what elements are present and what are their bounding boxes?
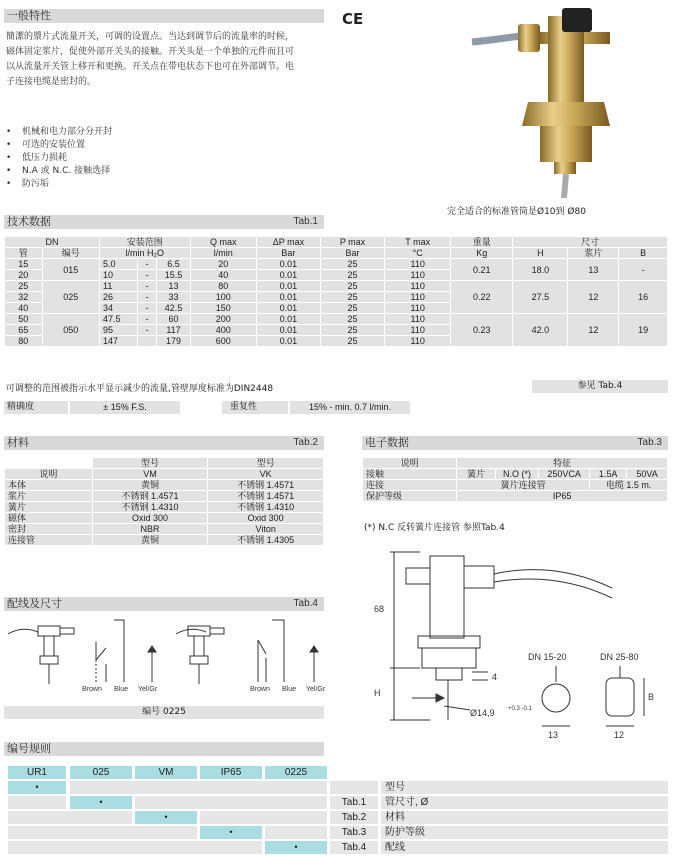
section-materials-header xyxy=(4,436,324,450)
coding-table xyxy=(8,766,668,854)
cell-paddle: 12 xyxy=(568,281,619,314)
th-qmax: Q max xyxy=(190,237,256,248)
cell-q: 200 xyxy=(190,314,256,325)
cell-kg: 0.22 xyxy=(451,281,513,314)
row-label: 材料 xyxy=(381,811,668,824)
cell-h: 27.5 xyxy=(513,281,568,314)
cell-q: 40 xyxy=(190,270,256,281)
code-header: 0225 xyxy=(265,766,327,779)
th-vk: VK xyxy=(208,469,324,480)
precision-label: 精确度 xyxy=(4,401,68,414)
cell-dp: 0.01 xyxy=(256,270,320,281)
mat-vk: 不锈钢 1.4571 xyxy=(208,491,324,502)
cell-q: 100 xyxy=(190,292,256,303)
cell-dash: - xyxy=(137,325,157,336)
contact-cell: 50VA xyxy=(627,469,668,480)
section-tech-header xyxy=(4,215,324,229)
cell-rmin: 34 xyxy=(100,303,138,314)
cell-q: 80 xyxy=(190,281,256,292)
paddle-round xyxy=(542,684,570,712)
cell-pipe: 65 xyxy=(5,325,43,336)
mat-vk: Oxid 300 xyxy=(208,513,324,524)
mat-label: 磁体 xyxy=(5,513,93,524)
cell-pipe: 25 xyxy=(5,281,43,292)
cable-gland xyxy=(518,24,540,52)
code-dot: • xyxy=(70,796,132,809)
row-tab xyxy=(330,781,378,794)
section-tech-title: 技术数据 xyxy=(7,215,51,228)
cell-dp: 0.01 xyxy=(256,259,320,270)
cell-rmin: 95 xyxy=(100,325,138,336)
cell-p: 25 xyxy=(320,303,384,314)
th-range: 安装范围 xyxy=(100,237,191,248)
cell-b: - xyxy=(619,259,668,281)
paddle xyxy=(564,174,566,198)
paragraph-line: 磁体固定浆片，促使外部开关头的接触。开关头是一个单独的元件而且可 xyxy=(6,47,295,57)
dim-h: H xyxy=(374,688,381,698)
cell-rmax: 15.5 xyxy=(157,270,190,281)
cell-q: 150 xyxy=(190,303,256,314)
code-header: 025 xyxy=(70,766,132,779)
row-tab: Tab.2 xyxy=(330,811,378,824)
cell-p: 25 xyxy=(320,259,384,270)
cell-dp: 0.01 xyxy=(256,325,320,336)
see-tab4: 参见 Tab.4 xyxy=(532,380,668,393)
section-wiring-header xyxy=(4,597,324,611)
cell-p: 25 xyxy=(320,325,384,336)
nut xyxy=(40,656,58,664)
cell-code: 025 xyxy=(42,281,99,314)
cell-rmin: 47.5 xyxy=(100,314,138,325)
cell-t: 110 xyxy=(385,303,451,314)
th-p-unit: Bar xyxy=(320,248,384,259)
cell-dash xyxy=(137,336,157,347)
cell-rmax: 13 xyxy=(157,281,190,292)
cell-b: 16 xyxy=(619,281,668,314)
paddle-square xyxy=(606,678,634,716)
cell-h: 42.0 xyxy=(513,314,568,347)
cell-p: 25 xyxy=(320,314,384,325)
cell-t: 110 xyxy=(385,259,451,270)
cell-h: 18.0 xyxy=(513,259,568,281)
cell-code: 050 xyxy=(42,314,99,347)
paragraph-line: 以从流量开关管上移开和更换。开关点在带电状态下也可在外部调节。电 xyxy=(6,62,295,72)
cell-pipe: 80 xyxy=(5,336,43,347)
cell-code: 015 xyxy=(42,259,99,281)
head-body xyxy=(44,636,54,656)
cell-p: 25 xyxy=(320,281,384,292)
cell-dp: 0.01 xyxy=(256,281,320,292)
th-tmax: T max xyxy=(385,237,451,248)
contact-cell: 簧片 xyxy=(457,469,496,480)
mat-vm: 黄铜 xyxy=(92,480,208,491)
electrical-note: (*) N.C 反转簧片连接管 参照Tab.4 xyxy=(364,523,505,533)
cell-dp: 0.01 xyxy=(256,314,320,325)
code-header: IP65 xyxy=(200,766,262,779)
cell-pipe: 20 xyxy=(5,270,43,281)
row-tab: Tab.1 xyxy=(330,796,378,809)
drawing-gland xyxy=(464,566,494,588)
mat-vm: 不锈钢 1.4310 xyxy=(92,502,208,513)
tab-label: Tab.4 xyxy=(293,598,318,609)
th-h: H xyxy=(513,248,568,259)
paragraph-line: 子连接电缆是密封的。 xyxy=(6,77,97,87)
cell-t: 110 xyxy=(385,325,451,336)
code-dot: • xyxy=(8,781,66,794)
dimension-drawing xyxy=(360,548,672,740)
drawing-body xyxy=(430,556,464,638)
precision-value: ± 15% F.S. xyxy=(70,401,180,414)
th-dn: DN xyxy=(5,237,100,248)
cell-q: 20 xyxy=(190,259,256,270)
cell-t: 110 xyxy=(385,336,451,347)
cell-dash: - xyxy=(137,292,157,303)
cell-t: 110 xyxy=(385,281,451,292)
feature-item: • 机械和电力部分分开封 xyxy=(6,126,112,139)
repeat-label: 重复性 xyxy=(222,401,288,414)
connection-value: 电缆 1.5 m. xyxy=(590,480,668,491)
dn-small: DN 15-20 xyxy=(528,652,567,662)
tab-label: Tab.1 xyxy=(293,216,318,227)
cell-q: 400 xyxy=(190,325,256,336)
cell-dash: - xyxy=(137,270,157,281)
cable-line xyxy=(8,629,38,634)
ce-mark: CE xyxy=(342,10,364,28)
tab-label: Tab.3 xyxy=(637,437,662,448)
feature-item: • N.A 或 N.C. 接触选择 xyxy=(6,165,112,178)
wire-label: Yel/Gr xyxy=(306,686,326,693)
product-photo xyxy=(470,2,640,198)
dim-12: 12 xyxy=(614,730,625,740)
mat-label: 簧片 xyxy=(5,502,93,513)
mat-label: 连接管 xyxy=(5,535,93,546)
head xyxy=(38,626,60,636)
dn-large: DN 25-80 xyxy=(600,652,639,662)
th-dims: 尺寸 xyxy=(513,237,668,248)
cell-rmax: 60 xyxy=(157,314,190,325)
th-feature: 特征 xyxy=(457,458,668,469)
materials-table xyxy=(4,457,324,546)
hex-nut xyxy=(522,102,610,126)
electrical-table xyxy=(362,457,668,502)
drawing-cable xyxy=(494,570,612,588)
mat-vm: 不锈钢 1.4571 xyxy=(92,491,208,502)
drawing-arm xyxy=(406,568,430,584)
wire-label: Brown xyxy=(82,686,102,693)
dim-13: 13 xyxy=(548,730,559,740)
th-dp-unit: Bar xyxy=(256,248,320,259)
th-range-unit: l/min H₂O xyxy=(100,248,191,259)
protection-value: IP65 xyxy=(457,491,668,502)
th-desc: 说明 xyxy=(5,469,93,480)
cell-pipe: 15 xyxy=(5,259,43,270)
mat-vk: 不锈钢 1.4305 xyxy=(208,535,324,546)
paragraph-line: 簡潔的漿片式流量开关，可调的设置点。当达到调节后的流量率的时候， xyxy=(6,32,295,42)
section-general-header xyxy=(4,9,324,23)
th-pipe: 管 xyxy=(5,248,43,259)
th-dpmax: ΔP max xyxy=(256,237,320,248)
head-arm xyxy=(60,628,74,634)
th-b: B xyxy=(619,248,668,259)
cell-kg: 0.23 xyxy=(451,314,513,347)
cell-rmin: 11 xyxy=(100,281,138,292)
photo-caption: 完全适合的标准管筒是Ø10到 Ø80 xyxy=(447,207,586,217)
connection-value: 簧片连接管 xyxy=(457,480,590,491)
section-electrical-title: 电子数据 xyxy=(365,436,409,449)
cell-t: 110 xyxy=(385,292,451,303)
th-model: 型号 xyxy=(92,458,208,469)
mat-label: 浆片 xyxy=(5,491,93,502)
drawing-thread xyxy=(422,648,476,668)
wire-label: Blue xyxy=(282,686,297,693)
mat-vm: NBR xyxy=(92,524,208,535)
cell-kg: 0.21 xyxy=(451,259,513,281)
row-tab: Tab.3 xyxy=(330,826,378,839)
section-materials-title: 材料 xyxy=(7,436,29,449)
cell-pipe: 32 xyxy=(5,292,43,303)
cell-dp: 0.01 xyxy=(256,303,320,314)
mat-label: 密封 xyxy=(5,524,93,535)
dim-4: 4 xyxy=(492,672,498,682)
cell-dash: - xyxy=(137,314,157,325)
code-dot: • xyxy=(200,826,262,839)
cell-rmax: 6.5 xyxy=(157,259,190,270)
section-general-title: 一般特性 xyxy=(7,9,51,22)
cell-p: 25 xyxy=(320,336,384,347)
dim-tol: +0.3 -0.1 xyxy=(508,706,532,712)
mat-vk: Viton xyxy=(208,524,324,535)
cell-pipe: 50 xyxy=(5,314,43,325)
tech-table xyxy=(4,236,668,347)
section-electrical-header xyxy=(362,436,668,450)
cell-t: 110 xyxy=(385,314,451,325)
protection-label: 保护等级 xyxy=(363,491,457,502)
tip xyxy=(554,162,576,174)
th-pmax: P max xyxy=(320,237,384,248)
section-coding-title: 编号规则 xyxy=(7,742,51,755)
cell-dp: 0.01 xyxy=(256,336,320,347)
th-kg-unit: Kg xyxy=(451,248,513,259)
wire-label: Blue xyxy=(114,686,129,693)
th-code: 编号 xyxy=(42,248,99,259)
th-desc: 说明 xyxy=(363,458,457,469)
contact-cell: 250VCA xyxy=(539,469,590,480)
cell-pipe: 40 xyxy=(5,303,43,314)
cell-b: 19 xyxy=(619,314,668,347)
drawing-tip xyxy=(436,668,462,680)
th-paddle: 浆片 xyxy=(568,248,619,259)
cell-paddle: 12 xyxy=(568,314,619,347)
dim-68: 68 xyxy=(374,604,385,614)
th-t-unit: °C xyxy=(385,248,451,259)
wire-label: Yel/Gr xyxy=(138,686,158,693)
cell-dash: - xyxy=(137,259,157,270)
cell-rmax: 179 xyxy=(157,336,190,347)
code-header: UR1 xyxy=(8,766,66,779)
cell-q: 600 xyxy=(190,336,256,347)
dim-diam: Ø14,9 xyxy=(470,708,495,718)
feature-list xyxy=(6,126,112,191)
repeat-value: 15% - min. 0.7 l/min. xyxy=(290,401,410,414)
wire-label: Brown xyxy=(250,686,270,693)
th-weight: 重量 xyxy=(451,237,513,248)
mat-vm: 黄铜 xyxy=(92,535,208,546)
cell-rmin: 26 xyxy=(100,292,138,303)
section-wiring-title: 配线及尺寸 xyxy=(7,597,62,610)
feature-item: • 防污垢 xyxy=(6,178,112,191)
th-vm: VM xyxy=(92,469,208,480)
feature-item: • 可选的安装位置 xyxy=(6,139,112,152)
cell-t: 110 xyxy=(385,270,451,281)
contact-label: 接触 xyxy=(363,469,457,480)
cell-dash: - xyxy=(137,303,157,314)
connection-label: 连接 xyxy=(363,480,457,491)
general-paragraph xyxy=(6,30,346,90)
row-label: 配线 xyxy=(381,841,668,854)
thread xyxy=(540,126,592,162)
wiring-diagrams xyxy=(4,612,344,704)
cell-p: 25 xyxy=(320,270,384,281)
mat-vk: 不锈钢 1.4571 xyxy=(208,480,324,491)
code-dot: • xyxy=(135,811,197,824)
cell-rmax: 42.5 xyxy=(157,303,190,314)
cell-dp: 0.01 xyxy=(256,292,320,303)
contact-cell: 1.5A xyxy=(590,469,627,480)
cell-rmin: 10 xyxy=(100,270,138,281)
section-coding-header xyxy=(4,742,324,756)
code-dot: • xyxy=(265,841,327,854)
cell-paddle: 13 xyxy=(568,259,619,281)
th-model: 型号 xyxy=(208,458,324,469)
tech-note: 可调整的范围被指示水平显示减少的流量,管壁厚度标准为DIN2448 xyxy=(6,384,274,394)
dim-b: B xyxy=(648,692,655,702)
mat-vm: Oxid 300 xyxy=(92,513,208,524)
cell-rmin: 147 xyxy=(100,336,138,347)
cell-rmax: 33 xyxy=(157,292,190,303)
feature-item: • 低压力损耗 xyxy=(6,152,112,165)
code-header: VM xyxy=(135,766,197,779)
mat-vk: 不锈钢 1.4310 xyxy=(208,502,324,513)
row-label: 防护等级 xyxy=(381,826,668,839)
cell-dash: - xyxy=(137,281,157,292)
wiring-code: 编号 0225 xyxy=(4,706,324,719)
cell-p: 25 xyxy=(320,292,384,303)
row-label: 管尺寸, Ø xyxy=(381,796,668,809)
row-label: 型号 xyxy=(381,781,668,794)
mat-label: 本体 xyxy=(5,480,93,491)
th-q-unit: l/min xyxy=(190,248,256,259)
cable xyxy=(472,36,522,42)
tab-label: Tab.2 xyxy=(293,437,318,448)
cap xyxy=(562,8,592,32)
cell-rmax: 117 xyxy=(157,325,190,336)
contact-cell: N.O (*) xyxy=(496,469,539,480)
row-tab: Tab.4 xyxy=(330,841,378,854)
cell-rmin: 5.0 xyxy=(100,259,138,270)
